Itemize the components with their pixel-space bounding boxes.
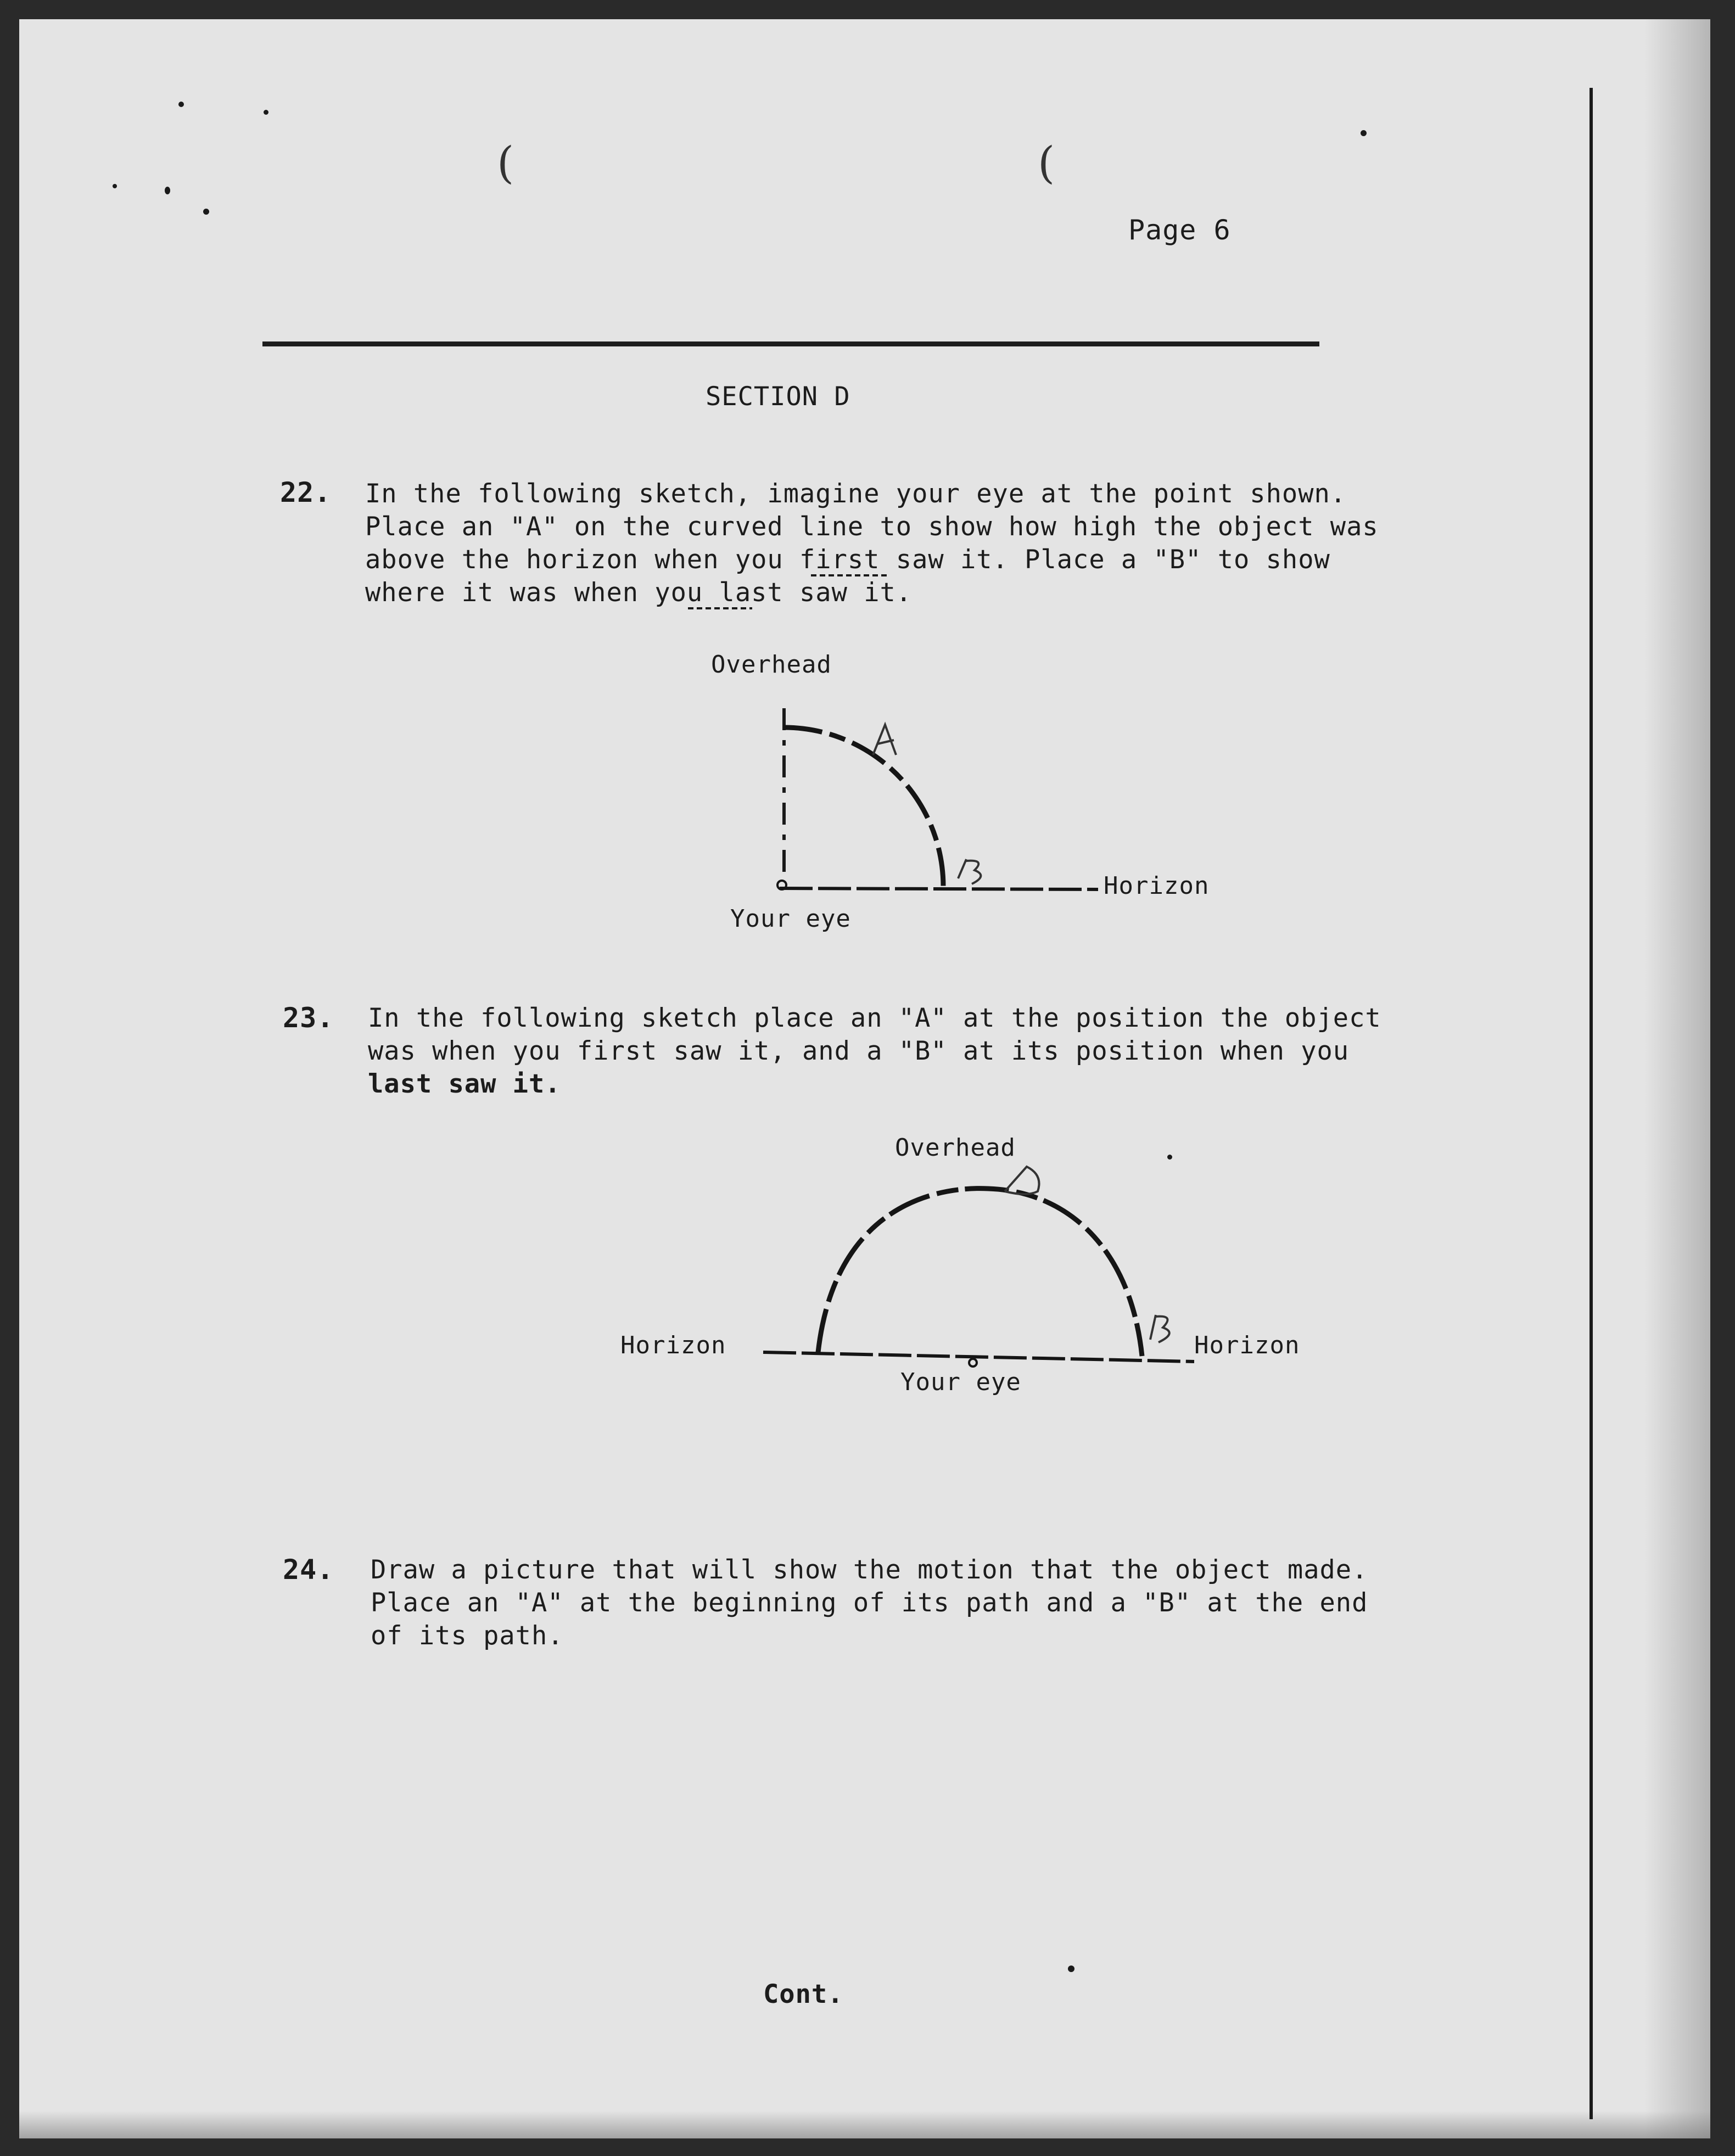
diagram1-horizon-label: Horizon [1104, 872, 1210, 900]
diagram2-eye-label: Your eye [900, 1368, 1021, 1396]
handwritten-a-mark [1005, 1167, 1039, 1194]
diagram2-horizon-right-label: Horizon [1194, 1331, 1300, 1359]
diagram1-eye-label: Your eye [730, 905, 851, 933]
diagram2-arc [818, 1189, 1142, 1356]
diagram2-horizon-left-label: Horizon [620, 1331, 726, 1359]
question-text-line: Place an "A" on the curved line to show how high the object was [365, 512, 1379, 542]
question-text-line: last saw it. [368, 1069, 561, 1099]
continued-label: Cont. [763, 1979, 844, 2009]
diagram2-sketch [763, 1167, 1194, 1367]
punch-hole-mark: ( [497, 137, 514, 188]
punch-hole-mark: ( [1038, 137, 1055, 188]
question-text-line: where it was when you last saw it. [365, 578, 913, 608]
question-text-line: In the following sketch, imagine your eye at the point shown. [365, 479, 1347, 509]
diagram2-horizon-line [763, 1352, 1194, 1362]
question-number: 24. [283, 1554, 334, 1586]
question-text-line: of its path. [371, 1621, 564, 1651]
diagram1-overhead-label: Overhead [711, 651, 832, 679]
section-title: SECTION D [706, 382, 850, 412]
handwritten-b-mark [1150, 1315, 1169, 1342]
page-number: Page 6 [1128, 214, 1231, 246]
diagram2-overhead-label: Overhead [895, 1134, 1016, 1162]
question-text-line: Place an "A" at the beginning of its path and a "B" at the end [371, 1588, 1368, 1618]
diagram1-sketch [777, 708, 1098, 889]
question-number: 22. [280, 477, 332, 508]
question-text-line: In the following sketch place an "A" at the position the object [368, 1003, 1381, 1033]
question-text-line: Draw a picture that will show the motion that the object made. [371, 1555, 1368, 1585]
handwritten-a-mark [873, 725, 896, 755]
question-text-line: was when you first saw it, and a "B" at its position when you [368, 1036, 1350, 1066]
diagram1-horizon-line [780, 888, 1098, 889]
diagram1-arc [784, 727, 943, 887]
handwritten-b-mark [958, 859, 981, 884]
question-text-line: above the horizon when you first saw it. Place a "B" to show [365, 545, 1330, 575]
question-number: 23. [283, 1002, 334, 1034]
eye-point [969, 1359, 977, 1367]
